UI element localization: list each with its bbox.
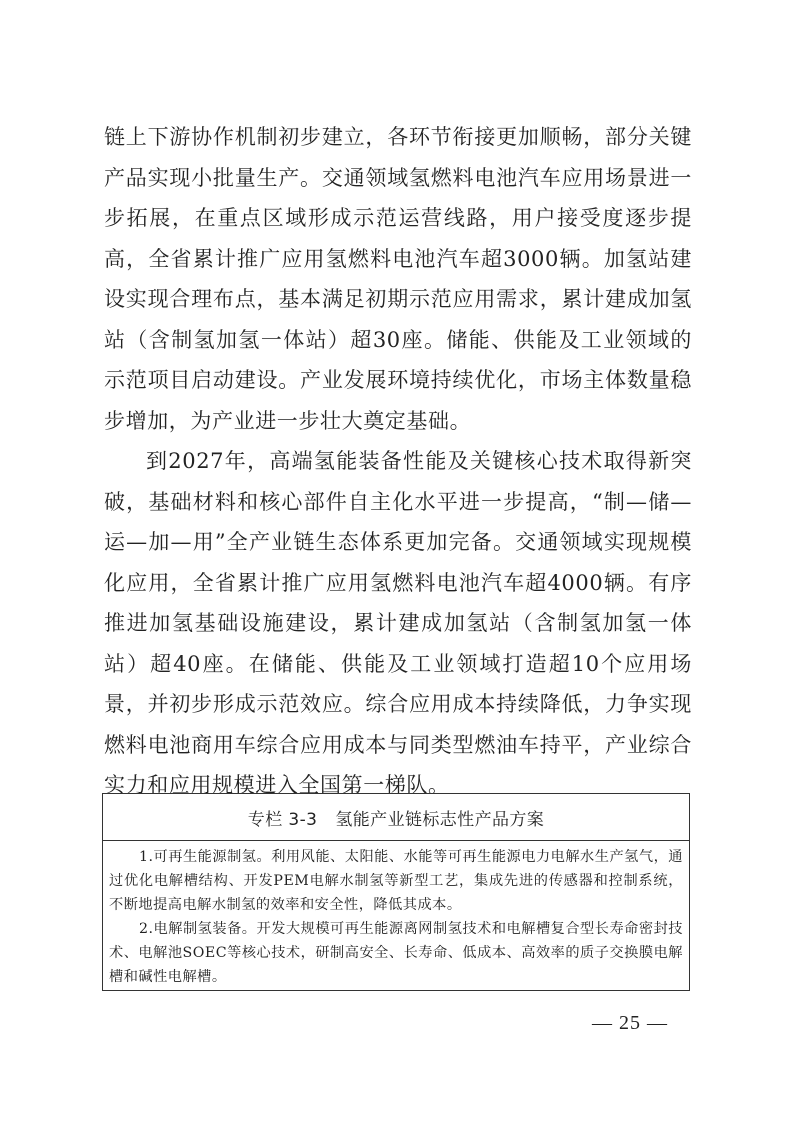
box-item-1: 1.可再生能源制氢。利用风能、太阳能、水能等可再生能源电力电解水生产氢气，通过优化电解槽结构、开发PEM电解水制氢等新型工艺，集成先进的传感器和控制系统，不断地提高电解水制氢的效率和安全性，降低其成本。: [109, 849, 683, 913]
box-header: [103, 794, 689, 841]
sidebar-box: [102, 793, 690, 991]
box-title: 氢能产业链标志性产品方案: [335, 809, 545, 830]
paragraph-text: 链上下游协作机制初步建立，各环节衔接更加顺畅，部分关键产品实现小批量生产。交通领域氢燃料电池汽车应用场景进一步拓展，在重点区域形成示范运营线路，用户接受度逐步提高，全省累计推广应用氢燃料电池汽车超3000辆。加氢站建设实现合理布点，基本满足初期示范应用需求，累计建成加氢站（含制氢加氢一体站）超30座。储能、供能及工业领域的示范项目启动建设。产业发展环境持续优化，市场主体数量稳步增加，为产业进一步壮大奠定基础。: [104, 125, 692, 433]
paragraph-text: 到2027年，高端氢能装备性能及关键核心技术取得新突破，基础材料和核心部件自主化水平进一步提高，“制—储—运—加—用”全产业链生态体系更加完备。交通领域实现规模化应用，全省累计推广应用氢燃料电池汽车超4000辆。有序推进加氢基础设施建设，累计建成加氢站（含制氢加氢一体站）超40座。在储能、供能及工业领域打造超10个应用场景，并初步形成示范效应。综合应用成本持续降低，力争实现燃料电池商用车综合应用成本与同类型燃油车持平，产业综合实力和应用规模进入全国第一梯队。: [104, 449, 692, 797]
paragraph-1: [104, 117, 692, 441]
box-body: [103, 841, 689, 989]
paragraph-2: [104, 441, 692, 806]
page-number: — 25 —: [592, 1012, 668, 1034]
box-label: 专栏 3-3: [247, 809, 318, 830]
box-item-2: 2.电解制氢装备。开发大规模可再生能源离网制氢技术和电解槽复合型长寿命密封技术、电解池SOEC等核心技术，研制高安全、长寿命、低成本、高效率的质子交换膜电解槽和碱性电解槽。: [109, 921, 683, 985]
